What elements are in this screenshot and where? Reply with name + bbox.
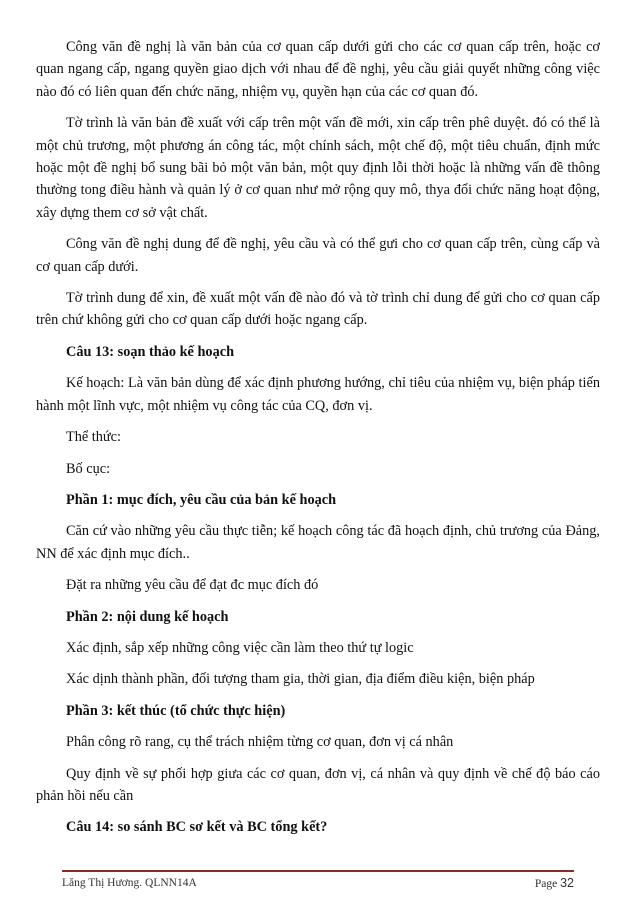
section-heading: Câu 13: soạn thảo kế hoạch <box>66 343 235 360</box>
page-number: 32 <box>560 876 574 890</box>
section-heading: Câu 14: so sánh BC sơ kết và BC tổng kết? <box>66 819 328 836</box>
body-paragraph: Tờ trình dung để xin, đề xuất một vấn đề nào đó và tờ trình chỉ dung để gửi cho cơ quan cấp trên chứ không gửi cho cơ quan cấp dưới hoặc ngang cấp. <box>36 290 600 329</box>
body-paragraph: Đặt ra những yêu cầu để đạt đc mục đích đó <box>66 577 319 594</box>
section-heading: Phần 2: nội dung kế hoạch <box>66 608 229 625</box>
body-paragraph: Công văn đề nghị là văn bản của cơ quan cấp dưới gửi cho các cơ quan cấp trên, hoặc cơ quan ngang cấp, ngang quyền giao dịch với nhau để đề nghị, yêu cầu giải quyết những công việc nào đó có liên quan đến chức năng, nhiệm vụ, quyền hạn của các cơ quan đó. <box>36 39 600 100</box>
body-paragraph: Tờ trình là văn bản đề xuất với cấp trên một vấn đề mới, xin cấp trên phê duyệt. đó có thể là một chủ trương, một phương án công tác, một chính sách, một chế độ, một tiêu chuẩn, định mức hoặc một đề nghị bổ sung bãi bỏ một văn bản, một quy định lỗi thời hoặc là những vấn đề thông thường tong điều hành và quản lý ở cơ quan như mở rộng quy mô, thya đổi chức năng hoạt động, xây dựng them cơ sở vật chất. <box>36 115 600 221</box>
footer-author: Lăng Thị Hương. QLNN14A <box>62 877 197 889</box>
body-paragraph: Căn cứ vào những yêu cầu thực tiễn; kế hoạch công tác đã hoạch định, chủ trương của Đảng, NN để xác định mục đích.. <box>36 523 600 562</box>
body-paragraph: Thể thức: <box>66 429 121 446</box>
document-body <box>36 36 600 848</box>
body-paragraph: Kế hoạch: Là văn bản dùng để xác định phương hướng, chỉ tiêu của nhiệm vụ, biện pháp tiến hành một lĩnh vực, một nhiệm vụ công tác của CQ, đơn vị. <box>36 375 600 414</box>
body-paragraph: Xác định, sắp xếp những công việc cần làm theo thứ tự logic <box>66 639 414 656</box>
body-paragraph: Công văn đề nghị dung để đề nghị, yêu cầu và có thể gưi cho cơ quan cấp trên, cùng cấp và cơ quan cấp dưới. <box>36 236 600 275</box>
section-heading: Phần 3: kết thúc (tổ chức thực hiện) <box>66 702 286 719</box>
page-label: Page <box>534 878 558 890</box>
section-heading: Phần 1: mục đích, yêu cầu của bản kế hoạch <box>66 491 337 508</box>
body-paragraph: Bố cục: <box>66 460 111 477</box>
body-paragraph: Quy định về sự phối hợp giưa các cơ quan, đơn vị, cá nhân và quy định về chế độ báo cáo phản hồi nếu cần <box>36 765 600 804</box>
page-footer <box>62 870 574 894</box>
footer-page <box>535 876 574 890</box>
body-paragraph: Phân công rõ rang, cụ thể trách nhiệm từng cơ quan, đơn vị cá nhân <box>66 734 454 751</box>
body-paragraph: Xác dịnh thành phần, đối tượng tham gia, thời gian, địa điểm điều kiện, biện pháp <box>66 671 535 688</box>
